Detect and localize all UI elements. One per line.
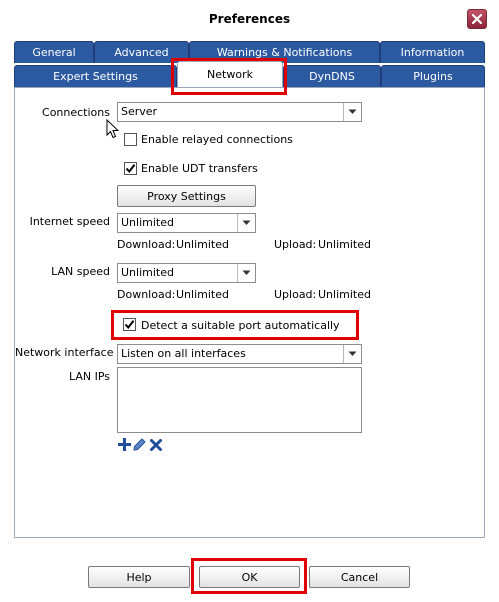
chevron-down-icon [237, 214, 255, 232]
ok-button[interactable]: OK [199, 566, 300, 588]
mouse-cursor-icon [106, 119, 120, 139]
checkmark-icon [125, 163, 136, 174]
window-title: Preferences [208, 12, 291, 26]
highlight-network-tab [171, 58, 287, 95]
chevron-down-icon [237, 264, 255, 282]
lan-speed-label: LAN speed [51, 265, 110, 278]
network-interface-select[interactable] [117, 344, 362, 364]
edit-ip-button[interactable] [133, 438, 146, 451]
udt-checkbox[interactable] [124, 162, 137, 175]
internet-upload-value: Unlimited [318, 238, 371, 251]
close-icon [471, 13, 483, 25]
highlight-ok-button [191, 558, 307, 594]
lan-ips-label: LAN IPs [68, 370, 110, 383]
lan-upload-label: Upload: [274, 288, 317, 301]
connections-label: Connections [42, 106, 110, 119]
tab-plugins[interactable]: Plugins [381, 65, 485, 87]
internet-speed-value: Unlimited [121, 216, 174, 229]
tab-warnings-notifications[interactable]: Warnings & Notifications [189, 41, 380, 63]
connections-value: Server [121, 105, 158, 118]
highlight-detect-port [111, 310, 359, 340]
tab-advanced[interactable]: Advanced [94, 41, 189, 63]
internet-download-value: Unlimited [176, 238, 229, 251]
detect-port-label: Detect a suitable port automatically [141, 319, 340, 332]
internet-download-label: Download: [117, 238, 176, 251]
cancel-button[interactable]: Cancel [309, 566, 410, 588]
network-interface-label: Network interface [15, 346, 114, 359]
help-button[interactable]: Help [88, 566, 190, 588]
delete-x-icon [150, 439, 162, 451]
add-ip-button[interactable] [118, 438, 131, 451]
lan-speed-value: Unlimited [121, 266, 174, 279]
pencil-icon [133, 438, 146, 451]
internet-speed-label: Internet speed [29, 215, 110, 228]
tab-network[interactable]: Network [177, 61, 283, 87]
relayed-label: Enable relayed connections [141, 133, 293, 146]
udt-label: Enable UDT transfers [141, 162, 258, 175]
tab-general[interactable]: General [14, 41, 94, 63]
tab-expert-settings[interactable]: Expert Settings [14, 65, 177, 87]
chevron-down-icon [343, 103, 361, 121]
lan-download-value: Unlimited [176, 288, 229, 301]
plus-icon [118, 438, 131, 451]
close-button[interactable] [467, 9, 487, 29]
proxy-settings-button[interactable]: Proxy Settings [117, 185, 256, 207]
network-interface-value: Listen on all interfaces [121, 347, 246, 360]
tab-information[interactable]: Information [380, 41, 485, 63]
internet-upload-label: Upload: [274, 238, 317, 251]
lan-download-label: Download: [117, 288, 176, 301]
remove-ip-button[interactable] [150, 439, 162, 451]
connections-select[interactable] [117, 102, 362, 122]
internet-speed-select[interactable] [117, 213, 256, 233]
lan-upload-value: Unlimited [318, 288, 371, 301]
relayed-checkbox[interactable] [124, 133, 137, 146]
tab-dyndns[interactable]: DynDNS [283, 65, 381, 87]
lan-ips-list[interactable] [117, 367, 362, 433]
lan-speed-select[interactable] [117, 263, 256, 283]
chevron-down-icon [343, 345, 361, 363]
